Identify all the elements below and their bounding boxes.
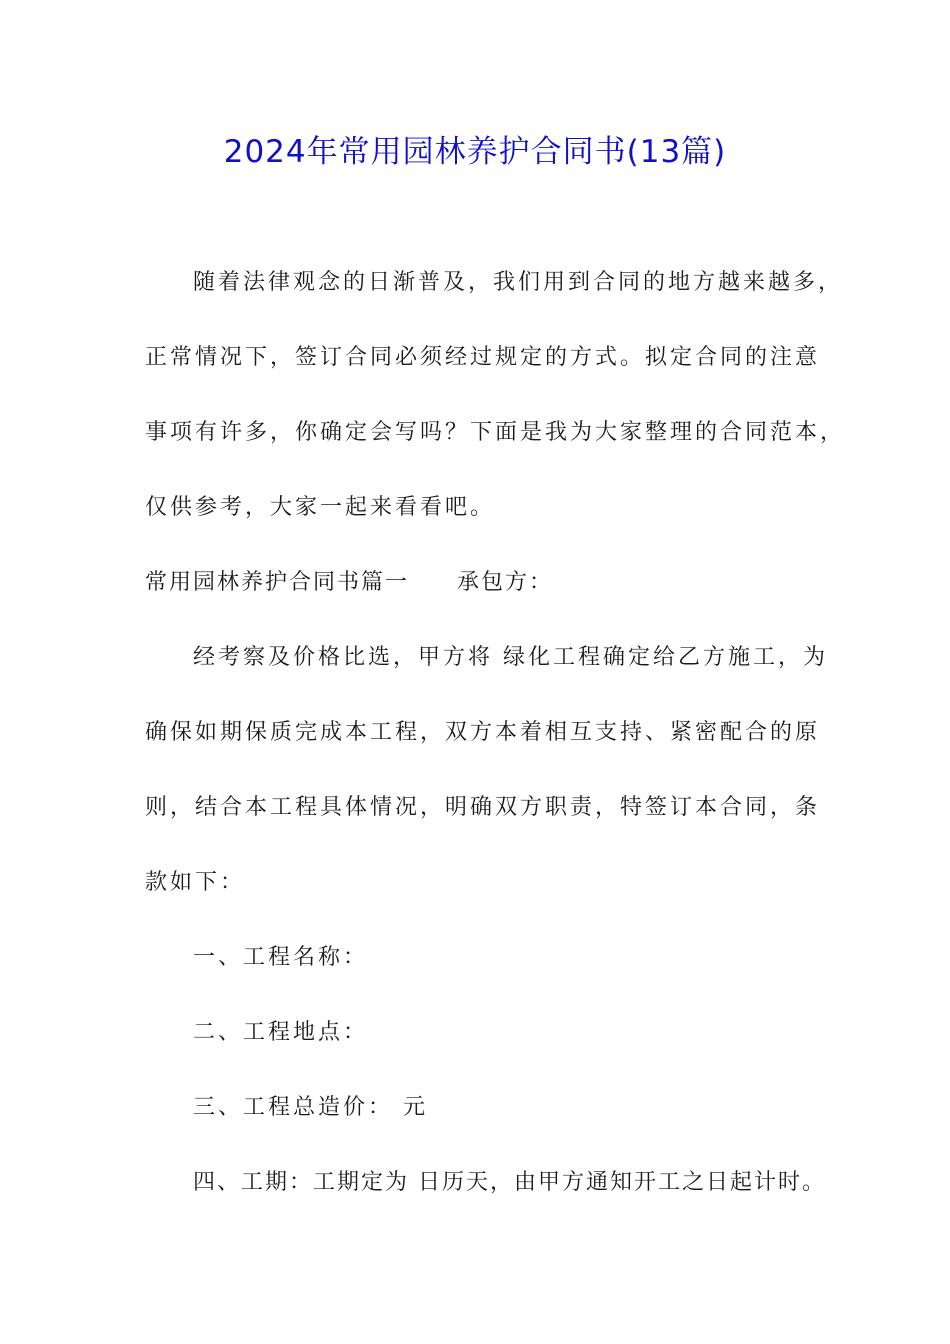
clause-1: 一、工程名称： [193,945,369,970]
contractor-label: 承包方： [457,570,554,595]
intro-line-4: 仅供参考，大家一起来看看吧。 [145,495,496,520]
body-line-1: 经考察及价格比选，甲方将 绿化工程确定给乙方施工，为 [193,645,828,670]
clause-4: 四、工期：工期定为 日历天，由甲方通知开工之日起计时。 [193,1170,826,1195]
intro-line-3: 事项有许多，你确定会写吗？下面是我为大家整理的合同范本， [145,420,846,445]
intro-line-1: 随着法律观念的日渐普及，我们用到合同的地方越来越多， [193,270,844,295]
section-heading-line [145,568,553,598]
clause-2: 二、工程地点： [193,1020,369,1045]
body-line-3: 则，结合本工程具体情况，明确双方职责，特签订本合同，条 [145,795,821,820]
body-line-4: 款如下： [145,870,246,895]
body-line-2: 确保如期保质完成本工程，双方本着相互支持、紧密配合的原 [145,720,821,745]
section-heading: 常用园林养护合同书篇一 [145,570,410,595]
intro-line-2: 正常情况下，签订合同必须经过规定的方式。拟定合同的注意 [145,345,821,370]
document-title: 2024年常用园林养护合同书(13篇) [223,134,727,170]
clause-3: 三、工程总造价： 元 [193,1095,428,1120]
